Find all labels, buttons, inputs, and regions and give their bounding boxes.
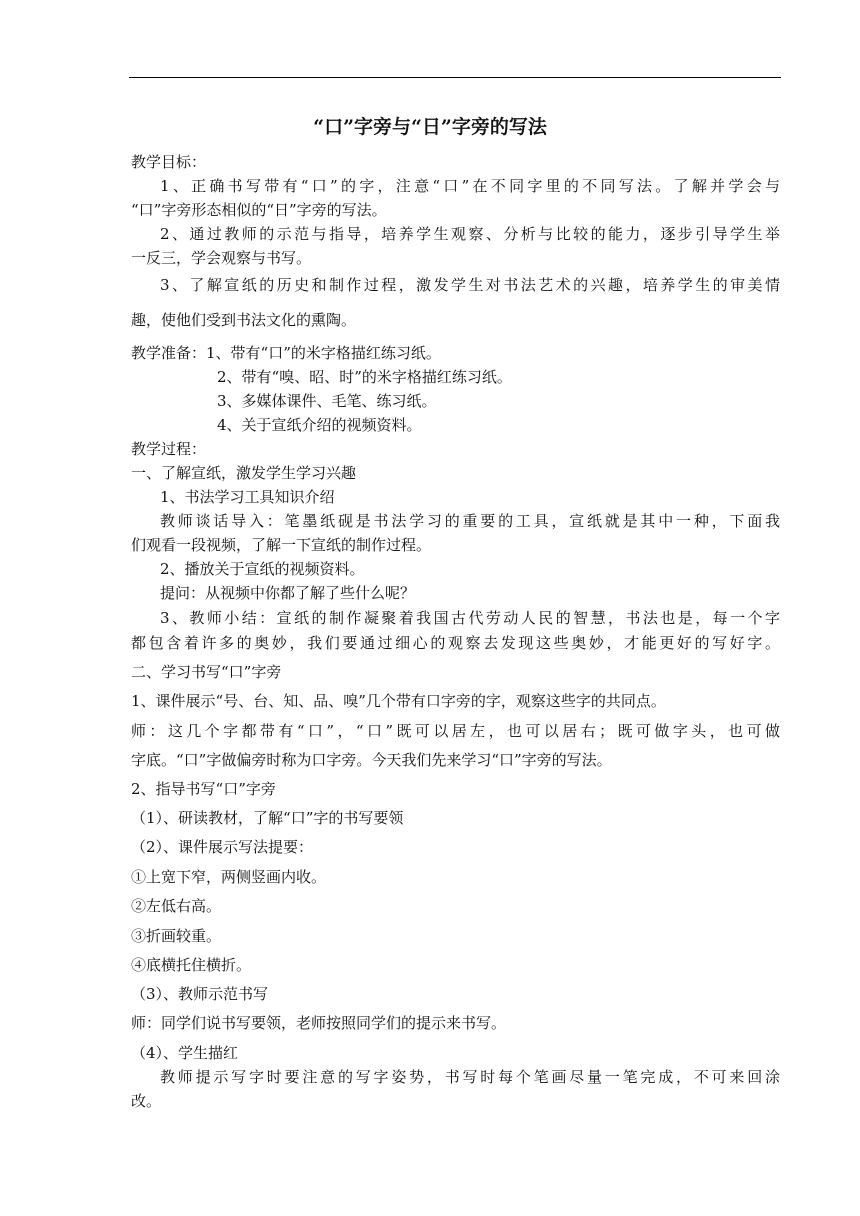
text-line: ①上宽下窄，两侧竖画内收。 bbox=[131, 868, 327, 886]
text-line: ④底横托住横折。 bbox=[131, 956, 252, 974]
text-line: ③折画较重。 bbox=[131, 927, 222, 945]
text-line: 2、播放关于宣纸的视频资料。 bbox=[160, 560, 365, 578]
text-line: （3）、教师示范书写 bbox=[131, 985, 269, 1003]
text-line: 改。 bbox=[131, 1092, 162, 1110]
header-rule bbox=[129, 77, 781, 78]
text-line: 师：同学们说书写要领，老师按照同学们的提示来书写。 bbox=[131, 1014, 507, 1032]
text-line: 2、通过教师的示范与指导，培养学生观察、分析与比较的能力，逐步引导学生举 bbox=[160, 225, 780, 243]
text-line: 教师提示写字时要注意的写字姿势，书写时每个笔画尽量一笔完成，不可来回涂 bbox=[160, 1068, 780, 1086]
text-line: 师：这几个字都带有“口”，“口”既可以居左，也可以居右；既可做字头，也可做 bbox=[131, 722, 780, 740]
text-line: “口”字旁形态相似的“日”字旁的写法。 bbox=[131, 201, 387, 219]
text-line: 4、关于宣纸介绍的视频资料。 bbox=[217, 416, 422, 434]
text-line: 一反三，学会观察与书写。 bbox=[131, 249, 312, 267]
text-line: 3、多媒体课件、毛笔、练习纸。 bbox=[217, 392, 437, 410]
text-line: （4）、学生描红 bbox=[131, 1044, 239, 1062]
text-line: 2、带有“嗅、昭、时”的米字格描红练习纸。 bbox=[217, 368, 512, 386]
text-line: 教师谈话导入：笔墨纸砚是书法学习的重要的工具，宣纸就是其中一种，下面我 bbox=[160, 512, 780, 530]
text-line: （2）、课件展示写法提要： bbox=[131, 838, 314, 856]
section-heading: 教学目标： bbox=[131, 153, 207, 171]
text-line: 都包含着许多的奥妙，我们要通过细心的观察去发现这些奥妙，才能更好的写好字。 bbox=[131, 634, 780, 652]
text-line: 字底。“口”字做偏旁时称为口字旁。今天我们先来学习“口”字旁的写法。 bbox=[131, 751, 612, 769]
text-line: 1、正确书写带有“口”的字，注意“口”在不同字里的不同写法。了解并学会与 bbox=[160, 177, 780, 195]
text-line: 1、书法学习工具知识介绍 bbox=[160, 488, 335, 506]
section-heading: 一、了解宣纸，激发学生学习兴趣 bbox=[131, 464, 357, 482]
text-line: （1）、研读教材，了解“口”字的书写要领 bbox=[131, 809, 404, 827]
text-line: 们观看一段视频，了解一下宣纸的制作过程。 bbox=[131, 536, 432, 554]
text-line: 1、课件展示“号、台、知、品、嗅”几个带有口字旁的字，观察这些字的共同点。 bbox=[131, 692, 666, 710]
section-heading: 教学过程： bbox=[131, 440, 207, 458]
section-heading: 教学准备：1、带有“口”的米字格描红练习纸。 bbox=[131, 344, 441, 362]
text-line: 趣，使他们受到书法文化的熏陶。 bbox=[131, 311, 357, 329]
text-line: 2、指导书写“口”字旁 bbox=[131, 780, 276, 798]
section-heading: 二、学习书写“口”字旁 bbox=[131, 663, 282, 681]
page-title: “口”字旁与“日”字旁的写法 bbox=[313, 116, 547, 138]
text-line: ②左低右高。 bbox=[131, 897, 222, 915]
text-line: 提问：从视频中你都了解了些什么呢？ bbox=[160, 584, 416, 602]
text-line: 3、了解宣纸的历史和制作过程，激发学生对书法艺术的兴趣，培养学生的审美情 bbox=[160, 276, 780, 294]
text-line: 3、教师小结：宣纸的制作凝聚着我国古代劳动人民的智慧，书法也是，每一个字 bbox=[160, 609, 780, 627]
